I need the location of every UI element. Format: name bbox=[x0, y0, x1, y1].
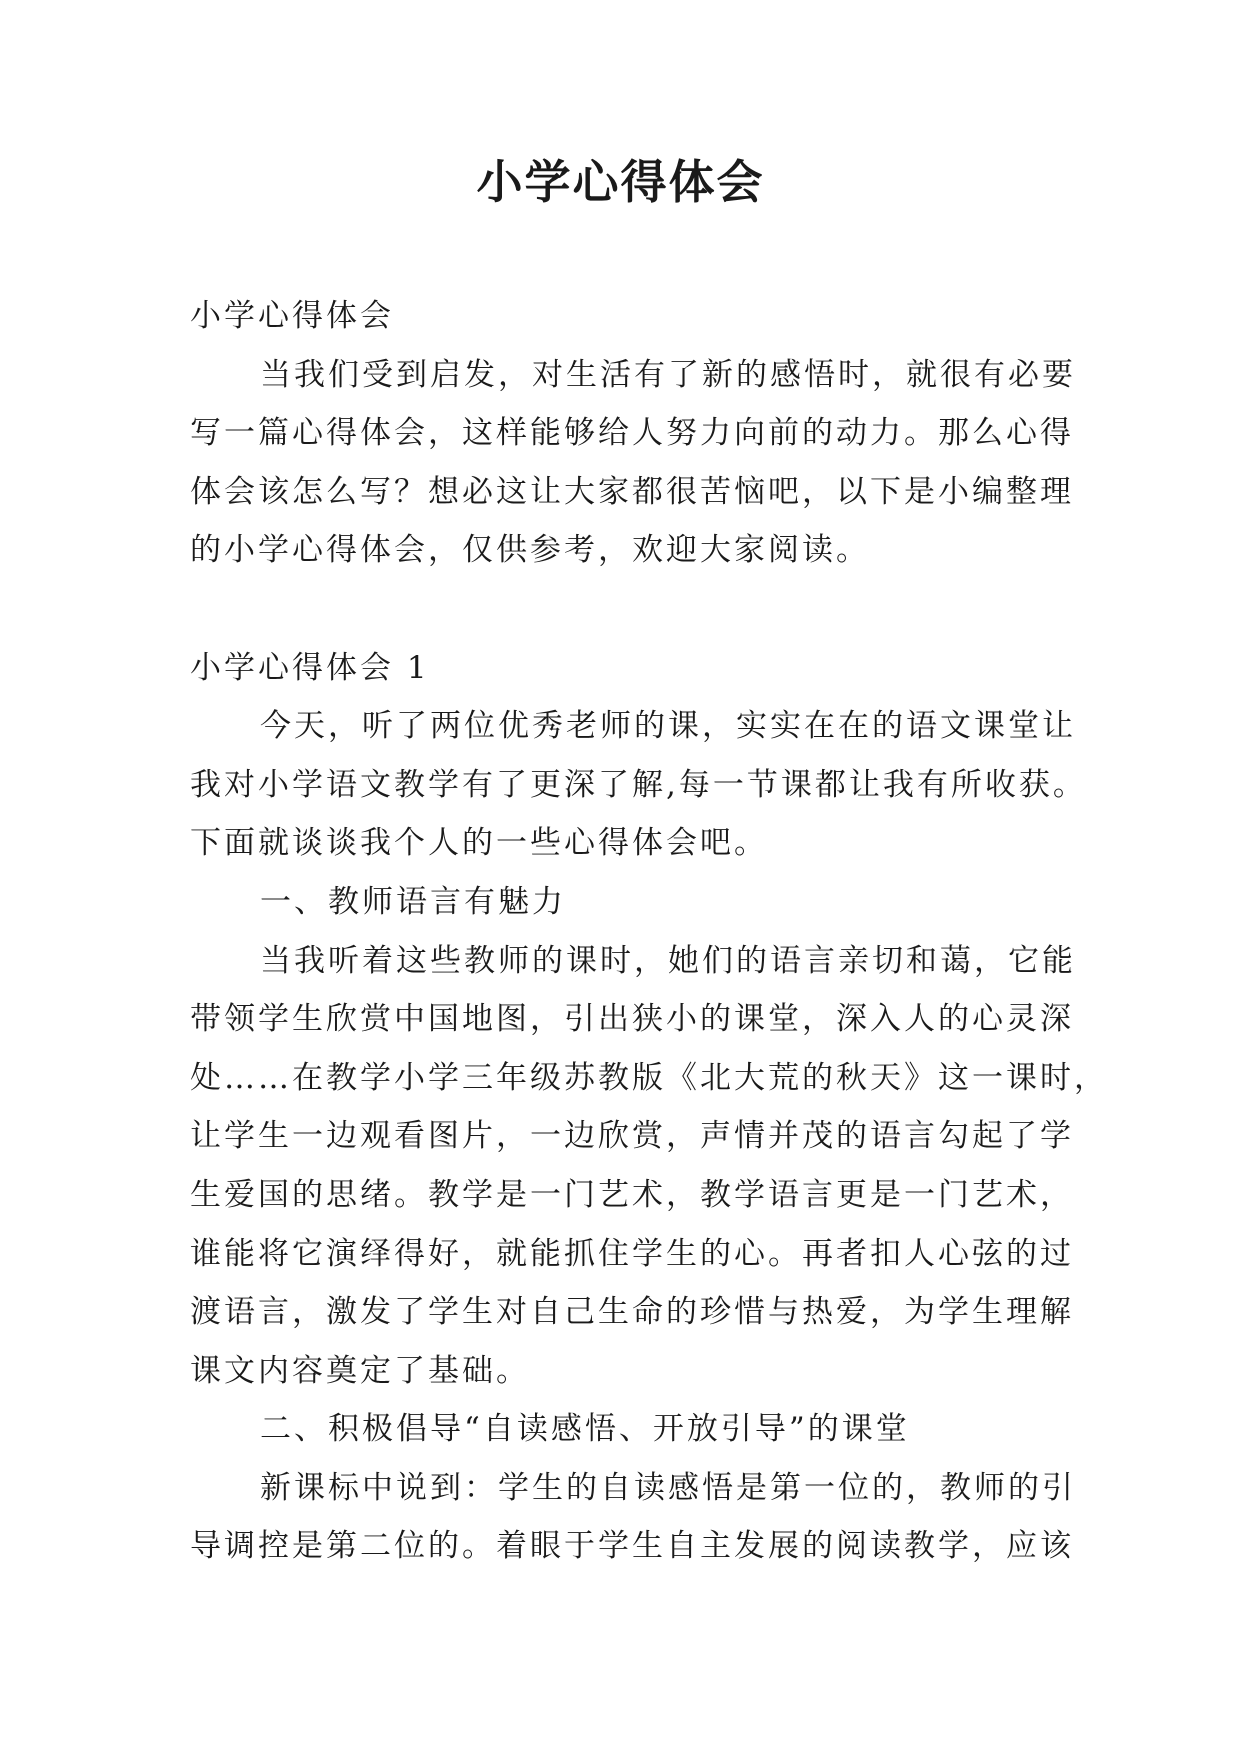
point-paragraph-line: 导调控是第二位的。着眼于学生自主发展的阅读教学，应该 bbox=[190, 1528, 1074, 1565]
point-paragraph-line: 新课标中说到：学生的自读感悟是第一位的，教师的引 bbox=[260, 1469, 1076, 1506]
point-paragraph-line: 让学生一边观看图片，一边欣赏，声情并茂的语言勾起了学 bbox=[190, 1118, 1074, 1155]
point-paragraph-line: 谁能将它演绎得好，就能抓住学生的心。再者扣人心弦的过 bbox=[190, 1235, 1074, 1272]
paragraph-gap bbox=[190, 580, 1062, 639]
point-paragraph-line: 课文内容奠定了基础。 bbox=[190, 1352, 530, 1389]
document-body bbox=[190, 287, 1108, 1576]
intro-line: 体会该怎么写？想必这让大家都很苦恼吧，以下是小编整理 bbox=[190, 473, 1074, 510]
section-paragraph-line: 我对小学语文教学有了更深了解,每一节课都让我有所收获。 bbox=[190, 766, 1087, 803]
point-heading-2: 二、积极倡导“自读感悟、开放引导”的课堂 bbox=[260, 1411, 910, 1448]
page-title: 小学心得体会 bbox=[476, 155, 765, 209]
point-heading-1: 一、教师语言有魅力 bbox=[260, 883, 566, 920]
point-paragraph-line: 渡语言，激发了学生对自己生命的珍惜与热爱，为学生理解 bbox=[190, 1294, 1074, 1331]
section-paragraph-line: 下面就谈谈我个人的一些心得体会吧。 bbox=[190, 825, 768, 862]
intro-line: 的小学心得体会，仅供参考，欢迎大家阅读。 bbox=[190, 532, 870, 569]
intro-line: 写一篇心得体会，这样能够给人努力向前的动力。那么心得 bbox=[190, 415, 1074, 452]
section-heading: 小学心得体会 1 bbox=[190, 649, 430, 686]
section-paragraph-line: 今天，听了两位优秀老师的课，实实在在的语文课堂让 bbox=[260, 708, 1076, 745]
point-paragraph-line: 生爱国的思绪。教学是一门艺术，教学语言更是一门艺术， bbox=[190, 1176, 1074, 1213]
point-paragraph-line: 当我听着这些教师的课时，她们的语言亲切和蔼，它能 bbox=[260, 942, 1076, 979]
intro-heading: 小学心得体会 bbox=[190, 298, 394, 334]
point-paragraph-line: 带领学生欣赏中国地图，引出狭小的课堂，深入人的心灵深 bbox=[190, 1001, 1074, 1038]
point-paragraph-line: 处……在教学小学三年级苏教版《北大荒的秋天》这一课时， bbox=[190, 1059, 1108, 1096]
intro-line: 当我们受到启发，对生活有了新的感悟时，就很有必要 bbox=[260, 356, 1076, 393]
